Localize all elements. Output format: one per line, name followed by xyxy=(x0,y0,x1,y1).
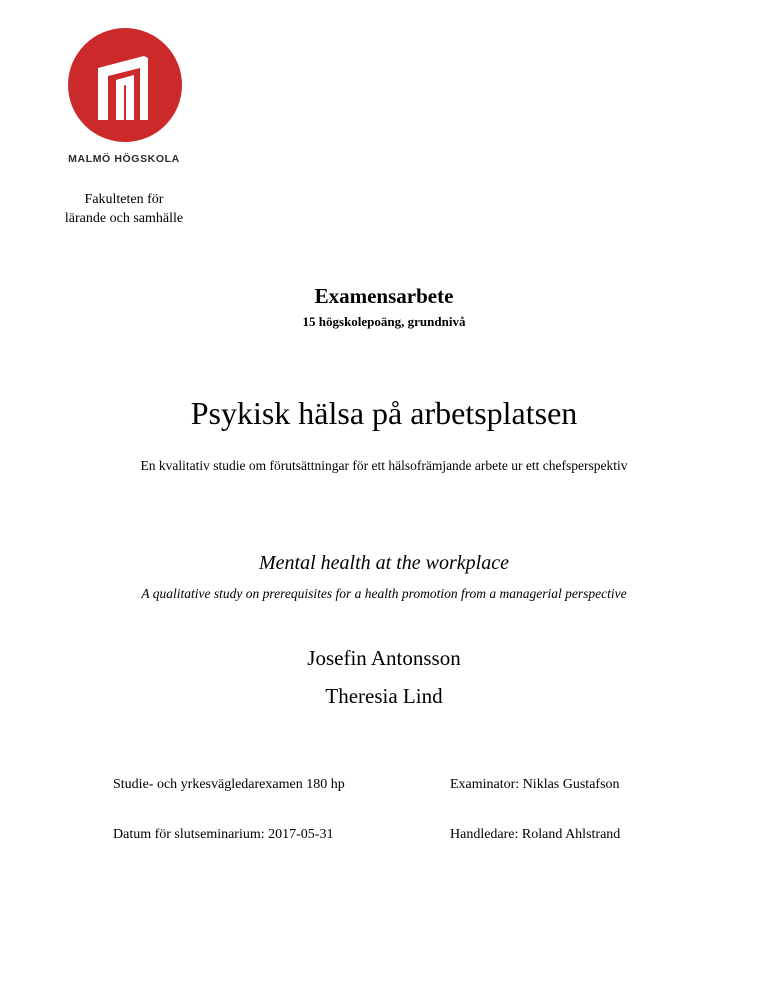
examiner: Examinator: Niklas Gustafson xyxy=(450,777,620,792)
supervisor: Handledare: Roland Ahlstrand xyxy=(450,827,621,842)
seminar-date: Datum för slutseminarium: 2017-05-31 xyxy=(113,827,334,842)
author-name: Theresia Lind xyxy=(325,684,443,708)
title-english: Mental health at the workplace xyxy=(259,552,509,574)
subtitle-english: A qualitative study on prerequisites for a health promotion from a managerial perspective xyxy=(141,586,627,601)
subtitle-swedish: En kvalitativ studie om förutsättningar för ett hälsofrämjande arbete ur ett chefsperspektiv xyxy=(140,458,628,473)
faculty-name xyxy=(40,190,208,228)
title-swedish: Psykisk hälsa på arbetsplatsen xyxy=(190,395,578,431)
malmo-hogskola-emblem-icon xyxy=(68,28,182,142)
credits-level: 15 högskolepoäng, grundnivå xyxy=(302,314,466,329)
logo-wordmark: MALMÖ HÖGSKOLA xyxy=(68,153,180,165)
document-type: Examensarbete xyxy=(314,284,454,308)
faculty-line-1: Fakulteten för xyxy=(84,192,164,207)
author-name: Josefin Antonsson xyxy=(307,646,461,670)
faculty-line-2: lärande och samhälle xyxy=(64,211,184,226)
program-name: Studie- och yrkesvägledarexamen 180 hp xyxy=(113,777,345,792)
